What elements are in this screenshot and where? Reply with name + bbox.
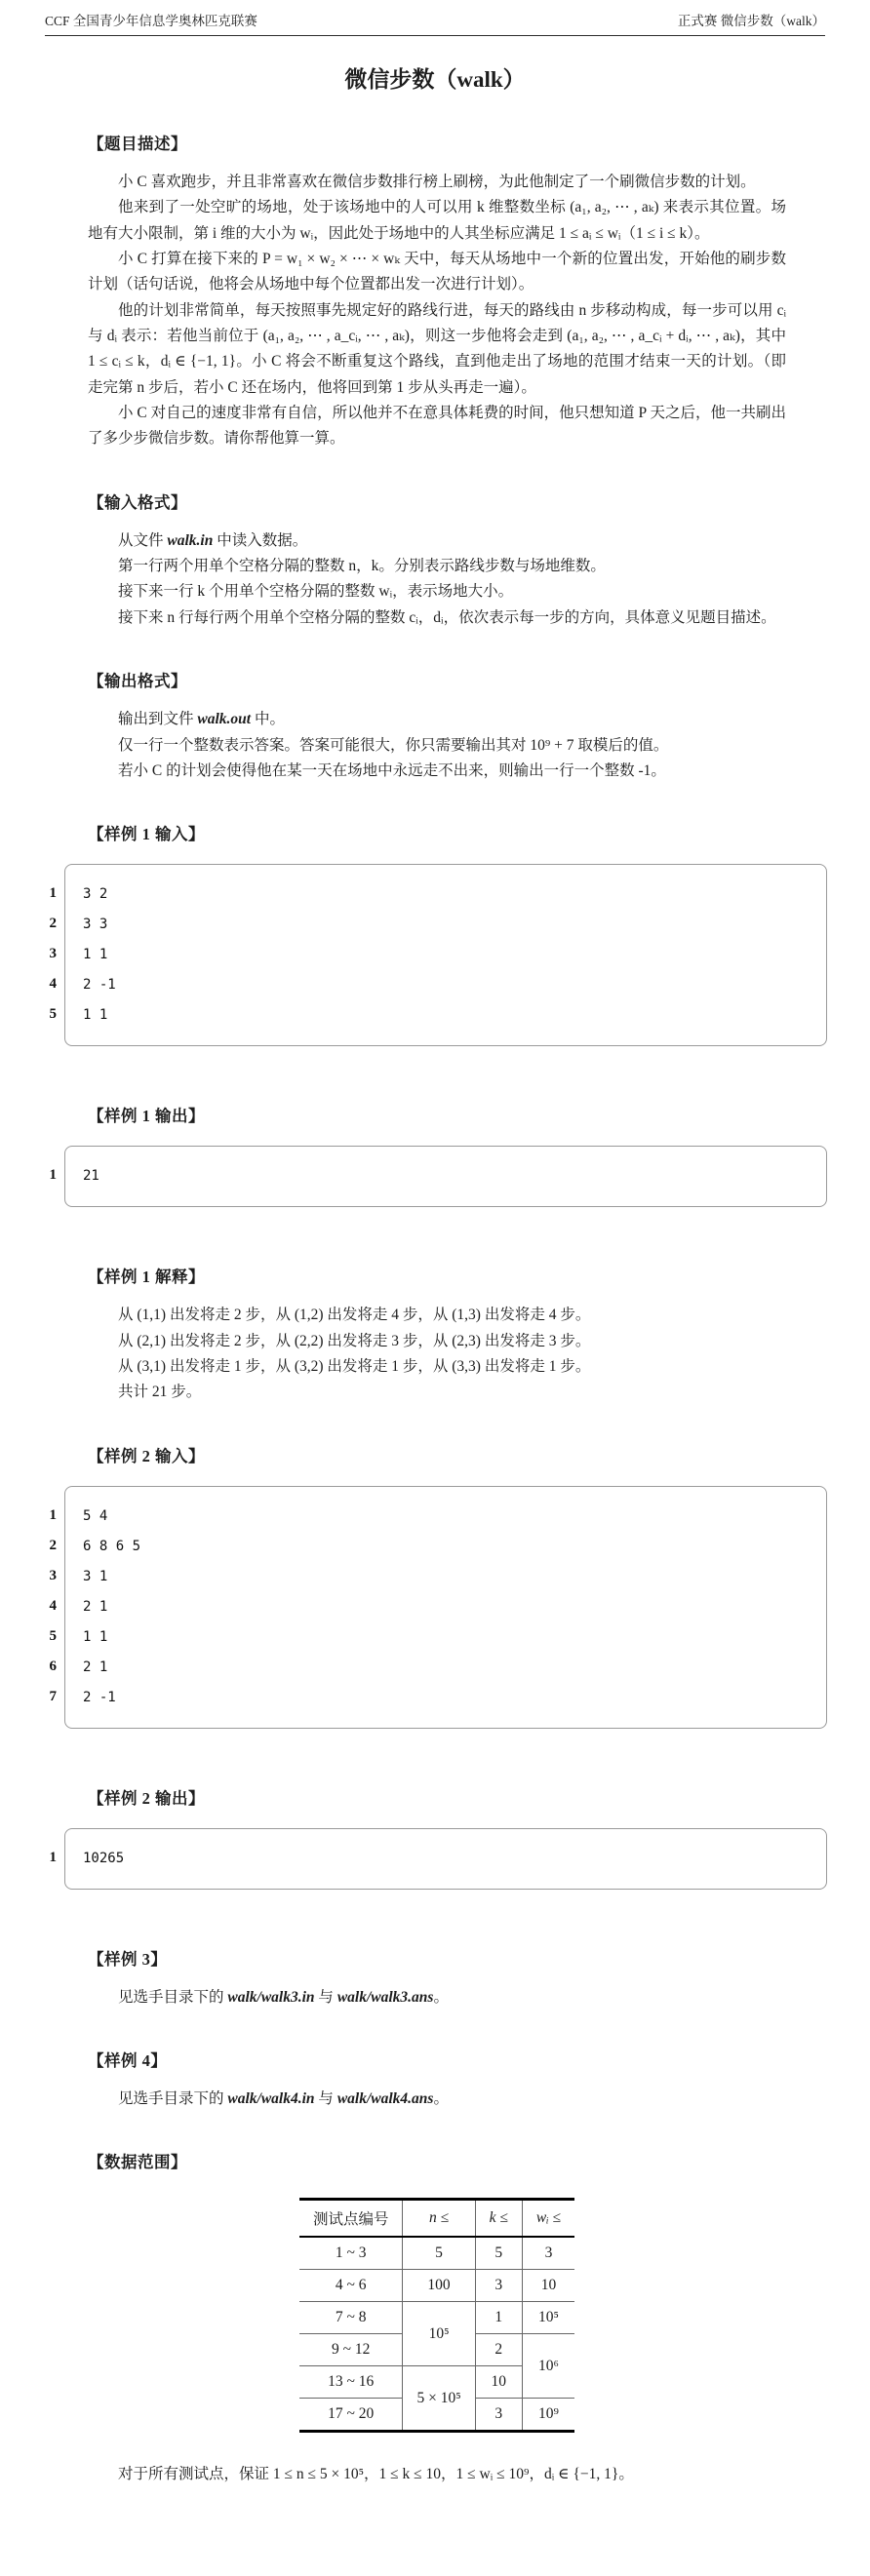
cell-range: 17 ~ 20 <box>299 2399 403 2432</box>
data-range-table <box>299 2198 574 2433</box>
sample3-post: 。 <box>433 1988 449 2006</box>
input-file-line <box>88 528 786 554</box>
input-file-pre: 从文件 <box>118 531 168 549</box>
sample1-input-codeblock <box>35 864 827 1046</box>
code-line: 21 <box>83 1168 99 1185</box>
section-heading-sample1-output: 【样例 1 输出】 <box>88 1107 205 1126</box>
cell-n-merged: 5 × 10⁵ <box>403 2366 475 2432</box>
cell-k: 1 <box>475 2302 522 2334</box>
code-line: 2 -1 <box>83 977 116 994</box>
cell-w: 10⁹ <box>522 2399 574 2432</box>
sample1-output-box <box>64 1146 827 1207</box>
explanation-line: 从 (2,1) 出发将走 2 步，从 (2,2) 出发将走 3 步，从 (2,3) 出发将走 3 步。 <box>118 1332 591 1349</box>
cell-range: 13 ~ 16 <box>299 2366 403 2399</box>
code-line: 10265 <box>83 1850 125 1866</box>
code-line: 1 1 <box>83 947 108 963</box>
table-row <box>299 2270 574 2302</box>
sample3-mid: 与 <box>314 1988 337 2006</box>
section-heading-sample2-input: 【样例 2 输入】 <box>88 1446 205 1465</box>
cell-w: 10⁵ <box>522 2302 574 2334</box>
cell-n: 100 <box>403 2270 475 2302</box>
sample1-output-codeblock <box>35 1146 827 1207</box>
description-paragraph: 他来到了一处空旷的场地，处于该场地中的人可以用 k 维整数坐标 (a₁, a₂, ⋯ , aₖ) 来表示其位置。场地有大小限制，第 i 维的大小为 wᵢ，因此处于场地中的人其坐标应满足 1 ≤ aᵢ ≤ wᵢ（1 ≤ i ≤ k）。 <box>88 199 786 242</box>
code-line: 1 1 <box>83 1628 108 1645</box>
line-number: 4 <box>49 1597 57 1614</box>
line-number: 3 <box>49 1567 57 1583</box>
section-heading-sample2-output: 【样例 2 输出】 <box>88 1788 205 1808</box>
line-number: 2 <box>49 916 57 932</box>
description-paragraph: 小 C 喜欢跑步，并且非常喜欢在微信步数排行榜上刷榜，为此他制定了一个刷微信步数的计划。 <box>118 174 756 190</box>
running-header <box>45 10 825 36</box>
col-header-k: k ≤ <box>475 2200 522 2238</box>
line-number: 1 <box>49 1849 57 1865</box>
line-number: 5 <box>49 1627 57 1644</box>
line-number: 1 <box>49 1506 57 1523</box>
code-line: 6 8 6 5 <box>83 1538 141 1554</box>
line-number-gutter <box>35 1146 64 1207</box>
line-number: 5 <box>49 1006 57 1023</box>
table-row <box>299 2302 574 2334</box>
content-column <box>0 131 870 844</box>
section-heading-input-format: 【输入格式】 <box>88 492 187 512</box>
description-paragraph: 小 C 打算在接下来的 P = w₁ × w₂ × ⋯ × wₖ 天中，每天从场地中一个新的位置出发，开始他的刷步数计划（话句话说，他将会从场地中每个位置都出发一次进行计划）。 <box>88 251 786 293</box>
col-header-n: n ≤ <box>403 2200 475 2238</box>
sample4-note <box>88 2087 786 2112</box>
input-file-name: walk.in <box>167 531 214 549</box>
code-line: 3 1 <box>83 1568 108 1584</box>
cell-k: 2 <box>475 2334 522 2366</box>
sample2-input-codeblock <box>35 1486 827 1729</box>
output-format-paragraph: 仅一行一个整数表示答案。答案可能很大，你只需要输出其对 10⁹ + 7 取模后的值。 <box>118 736 669 754</box>
cell-w: 3 <box>522 2237 574 2270</box>
content-column <box>0 1785 870 1809</box>
section-heading-sample3: 【样例 3】 <box>88 1949 168 1969</box>
line-number: 2 <box>49 1537 57 1553</box>
cell-range: 1 ~ 3 <box>299 2237 403 2270</box>
cell-w: 10 <box>522 2270 574 2302</box>
input-format-paragraph: 接下来一行 k 个用单个空格分隔的整数 wᵢ，表示场地大小。 <box>118 583 514 601</box>
content-column <box>0 1946 870 2576</box>
table-header-row <box>299 2200 574 2238</box>
sample3-file-in: walk/walk3.in <box>227 1988 315 2006</box>
cell-w-merged: 10⁶ <box>522 2334 574 2399</box>
sample3-file-ans: walk/walk3.ans <box>336 1988 434 2006</box>
line-number-gutter <box>35 1486 64 1729</box>
line-number: 4 <box>49 976 57 993</box>
explanation-line: 从 (1,1) 出发将走 2 步，从 (1,2) 出发将走 4 步，从 (1,3) 出发将走 4 步。 <box>118 1307 591 1324</box>
explanation-line: 共计 21 步。 <box>118 1384 202 1401</box>
sample1-input-box <box>64 864 827 1046</box>
content-column <box>0 1103 870 1126</box>
cell-n-merged: 10⁵ <box>403 2302 475 2366</box>
sample4-pre: 见选手目录下的 <box>118 2089 228 2107</box>
sample4-mid: 与 <box>314 2089 337 2107</box>
code-line: 5 4 <box>83 1507 108 1524</box>
content-column <box>0 1264 870 1465</box>
output-format-paragraph: 若小 C 的计划会使得他在某一天在场地中永远走不出来，则输出一行一个整数 -1。 <box>118 761 666 779</box>
section-heading-output-format: 【输出格式】 <box>88 672 187 691</box>
cell-range: 7 ~ 8 <box>299 2302 403 2334</box>
output-file-line <box>88 707 786 732</box>
output-file-pre: 输出到文件 <box>118 711 198 728</box>
cell-range: 9 ~ 12 <box>299 2334 403 2366</box>
header-left-text: CCF 全国青少年信息学奥林匹克联赛 <box>45 14 257 28</box>
sample4-file-in: walk/walk4.in <box>227 2089 315 2107</box>
sample4-post: 。 <box>433 2089 449 2107</box>
line-number-gutter <box>35 1828 64 1890</box>
sample3-pre: 见选手目录下的 <box>118 1988 228 2006</box>
cell-k: 10 <box>475 2366 522 2399</box>
code-line: 3 2 <box>83 886 108 903</box>
code-line: 2 -1 <box>83 1689 116 1705</box>
line-number: 1 <box>49 885 57 902</box>
explanation-line: 从 (3,1) 出发将走 1 步，从 (3,2) 出发将走 1 步，从 (3,3) 出发将走 1 步。 <box>118 1357 591 1375</box>
cell-k: 5 <box>475 2237 522 2270</box>
col-header-testcase: 测试点编号 <box>299 2200 403 2238</box>
section-heading-data-range: 【数据范围】 <box>88 2153 187 2172</box>
line-number: 1 <box>49 1167 57 1184</box>
section-heading-sample1-input: 【样例 1 输入】 <box>88 825 205 844</box>
cell-n: 5 <box>403 2237 475 2270</box>
description-paragraph: 小 C 对自己的速度非常有自信，所以他并不在意具体耗费的时间，他只想知道 P 天之后，他一共刷出了多少步微信步数。请你帮他算一算。 <box>88 405 786 448</box>
line-number: 3 <box>49 946 57 962</box>
output-file-name: walk.out <box>197 711 252 728</box>
input-format-paragraph: 接下来 n 行每行两个用单个空格分隔的整数 cᵢ，dᵢ，依次表示每一步的方向，具体意义见题目描述。 <box>118 608 776 626</box>
input-file-post: 中读入数据。 <box>213 531 308 549</box>
code-line: 2 1 <box>83 1659 108 1675</box>
sample2-output-codeblock <box>35 1828 827 1890</box>
sample2-output-box <box>64 1828 827 1890</box>
sample4-file-ans: walk/walk4.ans <box>336 2089 434 2107</box>
cell-k: 3 <box>475 2399 522 2432</box>
table-row <box>299 2237 574 2270</box>
header-right-text: 正式赛 微信步数（walk） <box>677 14 825 28</box>
line-number: 6 <box>49 1658 57 1674</box>
data-range-table-wrap <box>88 2198 786 2433</box>
cell-range: 4 ~ 6 <box>299 2270 403 2302</box>
description-paragraph: 他的计划非常简单，每天按照事先规定好的路线行进，每天的路线由 n 步移动构成，每一步可以用 cᵢ 与 dᵢ 表示：若他当前位于 (a₁, a₂, ⋯ , a_cᵢ, ⋯ , aₖ)，则这一步他将会走到 (a₁, a₂, ⋯ , a_cᵢ + dᵢ, ⋯ , aₖ)，其中 1 ≤ cᵢ ≤ k，dᵢ ∈ {−1, 1}。小 C 将会不断重复这个路线，直到他走出了场地的范围才结束一天的计划。（即走完第 n 步后，若小 C 还在场内，他将回到第 1 步从头再走一遍）。 <box>88 301 786 396</box>
page-title: 微信步数（walk） <box>344 67 526 92</box>
constraints-summary: 对于所有测试点，保证 1 ≤ n ≤ 5 × 10⁵，1 ≤ k ≤ 10，1 ≤ wᵢ ≤ 10⁹，dᵢ ∈ {−1, 1}。 <box>118 2466 634 2483</box>
code-line: 1 1 <box>83 1007 108 1024</box>
line-number: 7 <box>49 1688 57 1704</box>
line-number-gutter <box>35 864 64 1046</box>
col-header-w: wᵢ ≤ <box>522 2200 574 2238</box>
code-line: 2 1 <box>83 1598 108 1615</box>
section-heading-description: 【题目描述】 <box>88 135 187 153</box>
bottom-whitespace <box>88 2488 786 2576</box>
code-line: 3 3 <box>83 917 108 933</box>
cell-k: 3 <box>475 2270 522 2302</box>
sample2-input-box <box>64 1486 827 1729</box>
sample3-note <box>88 1985 786 2010</box>
output-file-post: 中。 <box>251 711 285 728</box>
section-heading-sample4: 【样例 4】 <box>88 2050 168 2070</box>
input-format-paragraph: 第一行两个用单个空格分隔的整数 n，k。分别表示路线步数与场地维数。 <box>118 558 606 575</box>
section-heading-sample1-explanation: 【样例 1 解释】 <box>88 1268 205 1287</box>
